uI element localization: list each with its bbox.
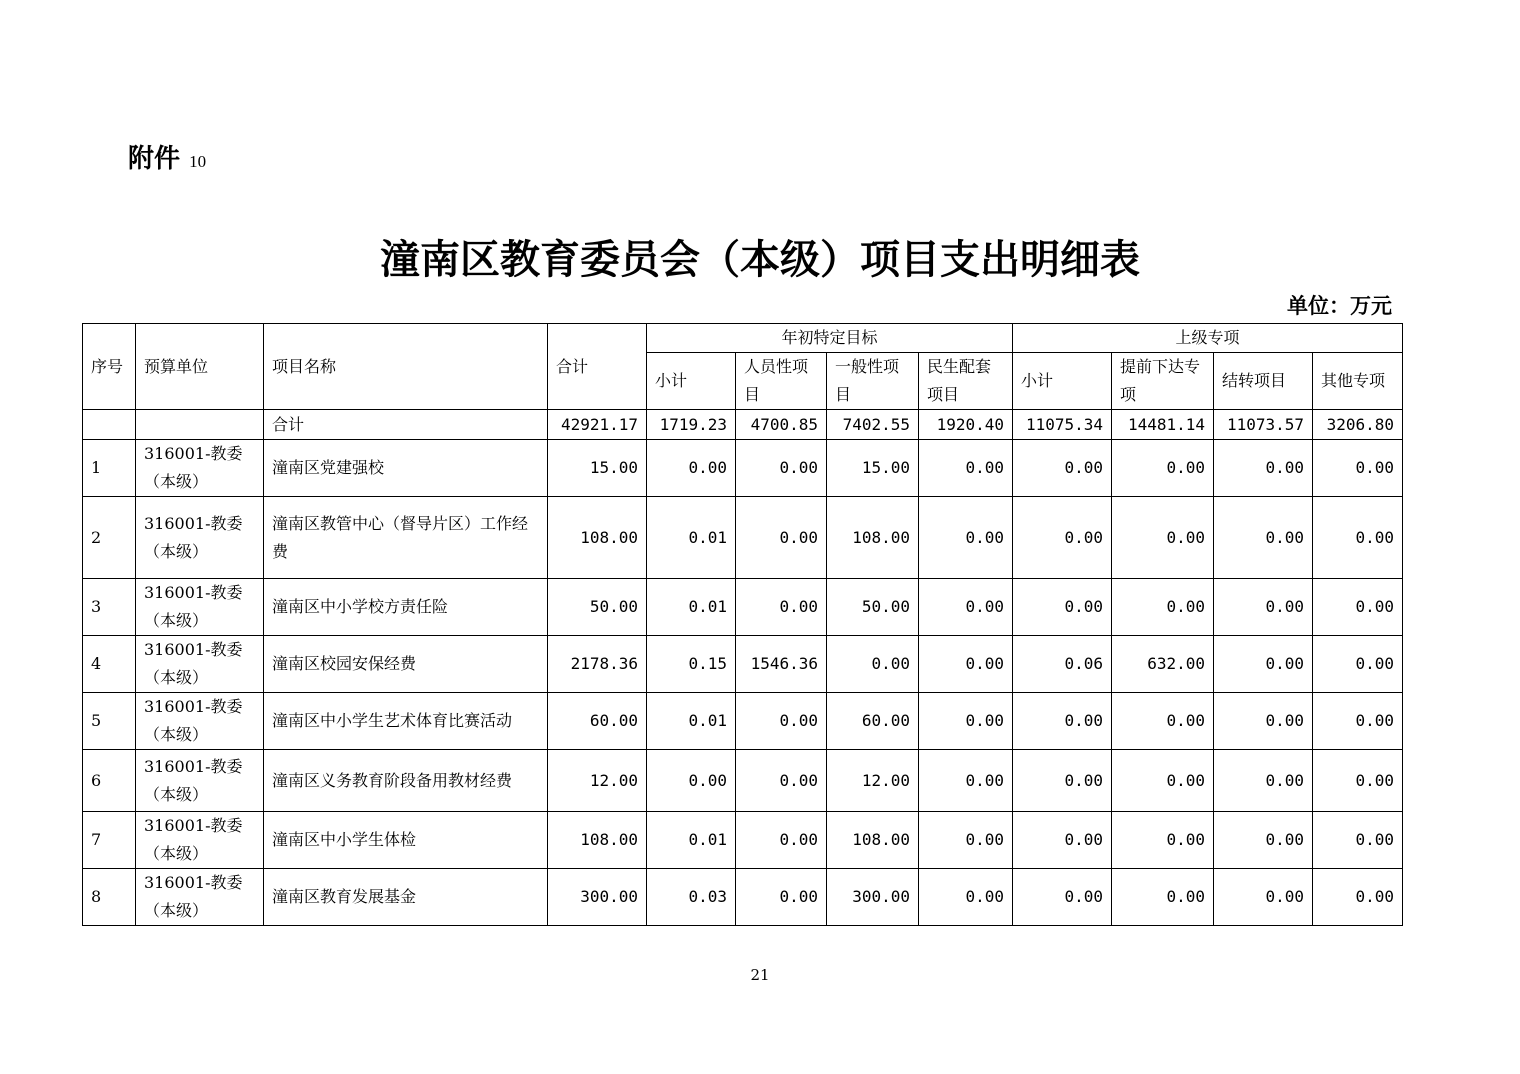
row-amount: 0.00 — [647, 750, 736, 812]
header-index: 序号 — [83, 324, 136, 410]
row-amount: 0.00 — [1214, 440, 1313, 497]
summary-value: 7402.55 — [827, 410, 919, 440]
summary-value: 42921.17 — [548, 410, 647, 440]
row-amount: 0.00 — [736, 440, 827, 497]
header-total: 合计 — [548, 324, 647, 410]
header-general — [827, 353, 919, 410]
budget-unit-level: （本级） — [144, 611, 209, 630]
row-budget-unit — [136, 579, 264, 636]
row-amount: 0.00 — [1214, 497, 1313, 579]
row-amount: 0.00 — [1214, 869, 1313, 926]
header-group-superior: 上级专项 — [1013, 324, 1403, 353]
header-livelihood-line2: 项目 — [927, 385, 960, 404]
row-amount: 0.00 — [919, 636, 1013, 693]
row-amount: 0.00 — [1313, 750, 1403, 812]
row-amount: 60.00 — [548, 693, 647, 750]
budget-unit-code: 316001-教委 — [144, 816, 243, 835]
row-amount: 0.00 — [1013, 693, 1112, 750]
row-amount: 0.00 — [919, 693, 1013, 750]
row-amount: 0.15 — [647, 636, 736, 693]
table-row — [83, 579, 1403, 636]
row-amount: 108.00 — [827, 497, 919, 579]
row-amount: 0.00 — [1013, 440, 1112, 497]
summary-value: 4700.85 — [736, 410, 827, 440]
row-amount: 0.00 — [1313, 579, 1403, 636]
header-personnel-line2: 目 — [744, 385, 761, 404]
row-amount: 0.00 — [919, 497, 1013, 579]
row-amount: 0.00 — [1214, 750, 1313, 812]
row-project-name: 潼南区校园安保经费 — [264, 636, 548, 693]
budget-unit-code: 316001-教委 — [144, 873, 243, 892]
row-amount: 0.01 — [647, 579, 736, 636]
row-amount: 0.00 — [736, 750, 827, 812]
header-personnel-line1: 人员性项 — [744, 357, 809, 376]
budget-unit-code: 316001-教委 — [144, 513, 243, 533]
row-budget-unit — [136, 440, 264, 497]
row-amount: 0.00 — [1313, 869, 1403, 926]
row-amount: 632.00 — [1112, 636, 1214, 693]
table-row — [83, 693, 1403, 750]
budget-unit-level: （本级） — [144, 725, 209, 744]
row-amount: 0.00 — [1313, 812, 1403, 869]
summary-value: 1920.40 — [919, 410, 1013, 440]
row-budget-unit — [136, 693, 264, 750]
header-superior-subtotal: 小计 — [1013, 353, 1112, 410]
row-index: 4 — [83, 636, 136, 693]
row-amount: 15.00 — [548, 440, 647, 497]
row-amount: 0.00 — [827, 636, 919, 693]
row-budget-unit — [136, 812, 264, 869]
budget-unit-code: 316001-教委 — [144, 444, 243, 463]
row-index: 8 — [83, 869, 136, 926]
header-livelihood — [919, 353, 1013, 410]
row-amount: 0.00 — [1013, 579, 1112, 636]
summary-unit-cell — [136, 410, 264, 440]
summary-value: 11075.34 — [1013, 410, 1112, 440]
budget-unit-level: （本级） — [144, 472, 209, 491]
row-amount: 0.00 — [1313, 636, 1403, 693]
summary-value: 1719.23 — [647, 410, 736, 440]
row-amount: 0.00 — [1013, 812, 1112, 869]
row-amount: 0.06 — [1013, 636, 1112, 693]
row-project-name: 潼南区中小学校方责任险 — [264, 579, 548, 636]
row-amount: 0.00 — [736, 497, 827, 579]
row-amount: 108.00 — [827, 812, 919, 869]
row-amount: 300.00 — [827, 869, 919, 926]
row-amount: 0.00 — [1313, 497, 1403, 579]
row-budget-unit — [136, 636, 264, 693]
row-amount: 0.01 — [647, 812, 736, 869]
row-amount: 0.00 — [1214, 579, 1313, 636]
budget-unit-level: （本级） — [144, 901, 209, 920]
row-amount: 0.00 — [1112, 497, 1214, 579]
row-amount: 2178.36 — [548, 636, 647, 693]
summary-label: 合计 — [264, 410, 548, 440]
budget-unit-level: （本级） — [144, 541, 209, 561]
row-amount: 0.00 — [1112, 579, 1214, 636]
row-amount: 15.00 — [827, 440, 919, 497]
table-row — [83, 636, 1403, 693]
row-amount: 1546.36 — [736, 636, 827, 693]
attachment-label — [128, 138, 206, 175]
row-index: 1 — [83, 440, 136, 497]
attachment-label-text: 附件 — [128, 144, 181, 174]
unit-label: 单位：万元 — [1287, 294, 1392, 318]
header-personnel — [736, 353, 827, 410]
expenditure-table — [82, 323, 1403, 926]
row-amount: 300.00 — [548, 869, 647, 926]
budget-unit-code: 316001-教委 — [144, 583, 243, 602]
row-amount: 50.00 — [548, 579, 647, 636]
row-amount: 0.00 — [1013, 869, 1112, 926]
row-amount: 108.00 — [548, 497, 647, 579]
table-row — [83, 869, 1403, 926]
table-row — [83, 750, 1403, 812]
row-amount: 0.01 — [647, 497, 736, 579]
header-row-1 — [83, 324, 1403, 353]
page-number: 21 — [750, 966, 770, 984]
attachment-number: 10 — [189, 152, 207, 171]
row-project-name: 潼南区义务教育阶段备用教材经费 — [264, 750, 548, 812]
header-project-name: 项目名称 — [264, 324, 548, 410]
row-budget-unit — [136, 750, 264, 812]
row-amount: 50.00 — [827, 579, 919, 636]
row-index: 7 — [83, 812, 136, 869]
header-budget-unit: 预算单位 — [136, 324, 264, 410]
header-initial-subtotal: 小计 — [647, 353, 736, 410]
row-amount: 0.00 — [1112, 440, 1214, 497]
row-project-name: 潼南区教育发展基金 — [264, 869, 548, 926]
header-livelihood-line1: 民生配套 — [927, 357, 992, 376]
row-amount: 0.00 — [1313, 440, 1403, 497]
row-amount: 0.00 — [647, 440, 736, 497]
header-group-initial: 年初特定目标 — [647, 324, 1013, 353]
row-amount: 0.00 — [1112, 693, 1214, 750]
row-amount: 0.00 — [1214, 693, 1313, 750]
row-amount: 0.00 — [919, 812, 1013, 869]
row-project-name: 潼南区中小学生艺术体育比赛活动 — [264, 693, 548, 750]
row-amount: 0.01 — [647, 693, 736, 750]
row-amount: 0.00 — [1112, 812, 1214, 869]
row-budget-unit — [136, 869, 264, 926]
header-advance-line2: 项 — [1120, 385, 1137, 404]
header-advance — [1112, 353, 1214, 410]
row-amount: 0.03 — [647, 869, 736, 926]
row-amount: 0.00 — [1214, 812, 1313, 869]
budget-unit-level: （本级） — [144, 784, 209, 804]
header-other: 其他专项 — [1313, 353, 1403, 410]
row-amount: 12.00 — [827, 750, 919, 812]
row-amount: 0.00 — [736, 869, 827, 926]
budget-unit-level: （本级） — [144, 668, 209, 687]
row-amount: 0.00 — [1013, 497, 1112, 579]
summary-index-cell — [83, 410, 136, 440]
summary-value: 3206.80 — [1313, 410, 1403, 440]
row-amount: 60.00 — [827, 693, 919, 750]
summary-row — [83, 410, 1403, 440]
row-project-name: 潼南区中小学生体检 — [264, 812, 548, 869]
table-row — [83, 440, 1403, 497]
row-amount: 0.00 — [919, 440, 1013, 497]
row-amount: 0.00 — [1112, 869, 1214, 926]
row-index: 3 — [83, 579, 136, 636]
row-amount: 0.00 — [919, 579, 1013, 636]
budget-unit-level: （本级） — [144, 844, 209, 863]
row-amount: 0.00 — [1313, 693, 1403, 750]
row-amount: 0.00 — [736, 693, 827, 750]
row-amount: 0.00 — [736, 579, 827, 636]
row-project-name: 潼南区党建强校 — [264, 440, 548, 497]
row-amount: 0.00 — [919, 869, 1013, 926]
page-title: 潼南区教育委员会（本级）项目支出明细表 — [380, 237, 1140, 283]
row-amount: 12.00 — [548, 750, 647, 812]
row-index: 2 — [83, 497, 136, 579]
header-general-line2: 目 — [835, 385, 852, 404]
row-amount: 0.00 — [736, 812, 827, 869]
row-amount: 0.00 — [1013, 750, 1112, 812]
summary-value: 14481.14 — [1112, 410, 1214, 440]
budget-unit-code: 316001-教委 — [144, 756, 243, 776]
row-index: 6 — [83, 750, 136, 812]
table-row — [83, 812, 1403, 869]
header-general-line1: 一般性项 — [835, 357, 900, 376]
row-amount: 108.00 — [548, 812, 647, 869]
table-row — [83, 497, 1403, 579]
budget-unit-code: 316001-教委 — [144, 697, 243, 716]
row-amount: 0.00 — [919, 750, 1013, 812]
budget-unit-code: 316001-教委 — [144, 640, 243, 659]
row-amount: 0.00 — [1214, 636, 1313, 693]
header-carryover: 结转项目 — [1214, 353, 1313, 410]
row-budget-unit — [136, 497, 264, 579]
row-amount: 0.00 — [1112, 750, 1214, 812]
row-project-name: 潼南区教管中心（督导片区）工作经费 — [264, 497, 548, 579]
header-advance-line1: 提前下达专 — [1120, 357, 1201, 376]
summary-value: 11073.57 — [1214, 410, 1313, 440]
row-index: 5 — [83, 693, 136, 750]
